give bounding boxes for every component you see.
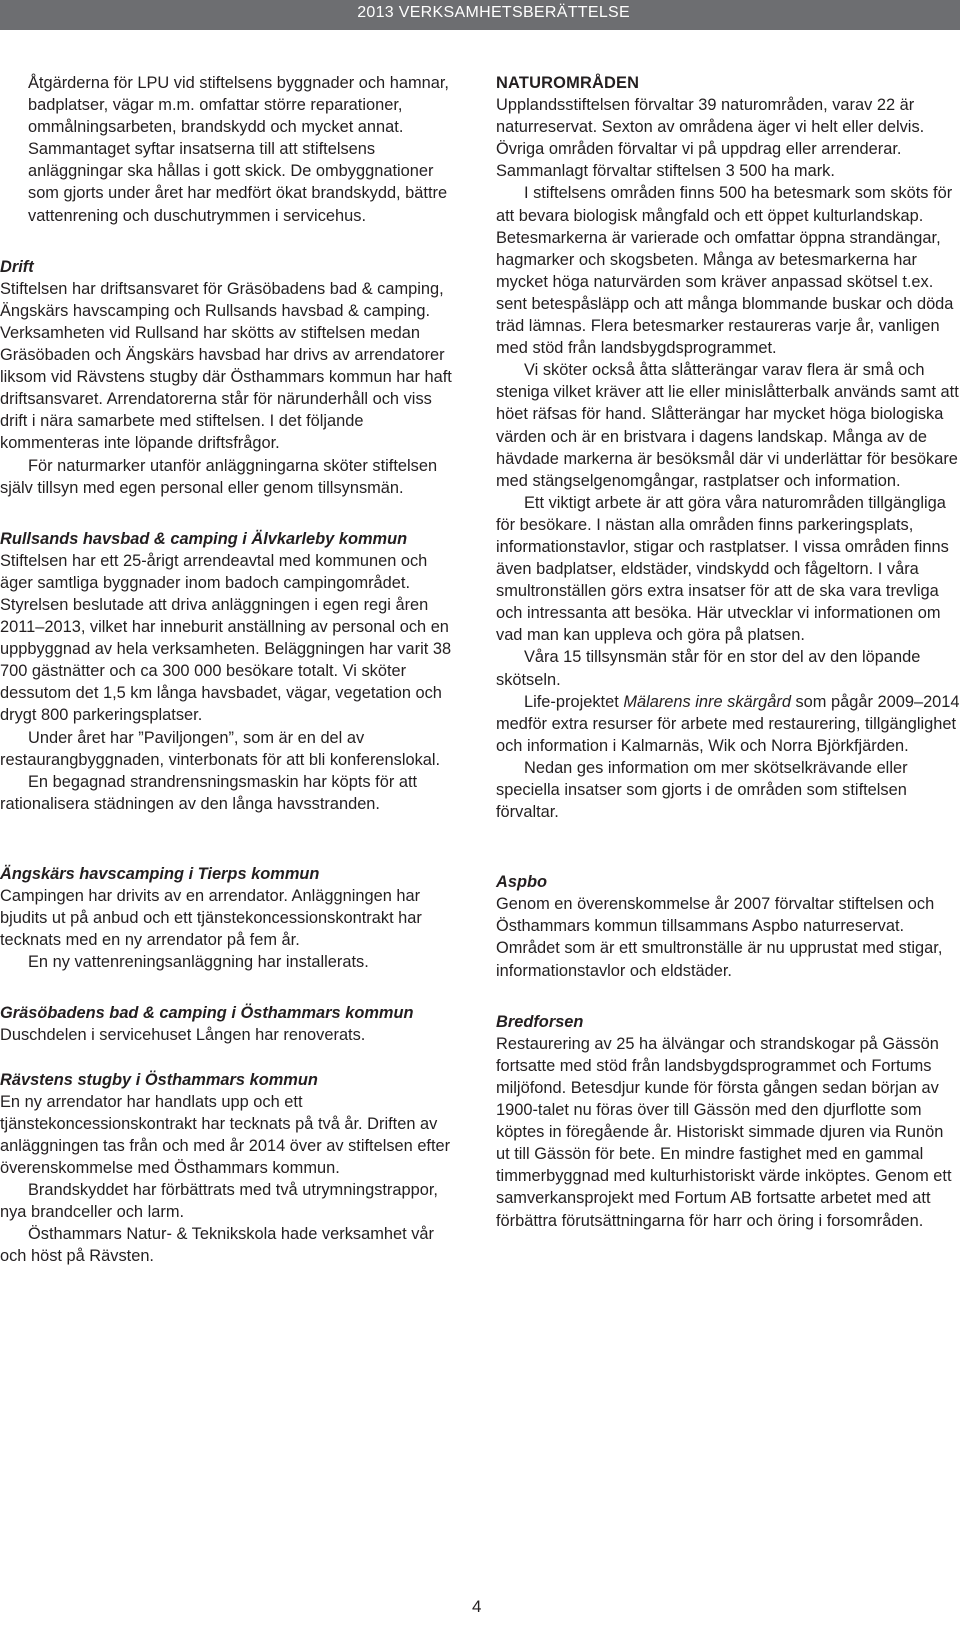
paragraph: En begagnad strandrensningsmaskin har köpts för att rationalisera städningen av den långa havsstranden. — [0, 772, 418, 813]
paragraph: Under året har ”Paviljongen”, som är en del av restaurangbyggnaden, vinterbonats för att bli konferenslokal. — [0, 728, 441, 769]
section-heading: NATUROMRÅDEN — [496, 74, 640, 92]
section-graso — [0, 1002, 462, 1046]
section-angskar — [0, 863, 462, 973]
text-run: som pågår 2009–2014 medför extra resurser för arbete med restaurering, tillgänglighet och information i Kalmarnäs, Wik och Norra Björkfjärden. — [496, 692, 960, 755]
paragraph: I stiftelsens områden finns 500 ha betesmark som sköts för att bevara biologisk mångfald och ett öppet kulturlandskap. Betesmarkerna är varierade och omfattar öppna strandängar, hagmarker och skogsbeten. Många av betesmarkerna har mycket höga naturvärden som kräver anpassad skötsel t.ex. sent betespåsläpp och att många blommande buskar och döda träd lämnas. Flera betesmarker restaureras varje år, vanligen med stöd från landsbygdsprogrammet. — [496, 184, 954, 358]
section-rullsand — [0, 528, 462, 815]
paragraph: Upplandsstiftelsen förvaltar 39 naturområden, varav 22 är naturreservat. Sexton av områdena äger vi helt eller delvis. Övriga områden förvaltar vi på uppdrag eller arrenderar. Sammanlagt förvaltar stiftelsen 3 500 ha mark. — [496, 96, 925, 181]
paragraph: Genom en överenskommelse år 2007 förvaltar stiftelsen och Östhammars kommun tillsammans Aspbo naturreservat. Området som är ett smultronställe är nu upprustat med stigar, informationstavlor och eldstäder. — [496, 895, 943, 980]
project-name: Mälarens inre skärgård — [623, 692, 791, 711]
section-heading: Gräsöbadens bad & camping i Östhammars kommun — [0, 1004, 414, 1023]
section-heading: Drift — [0, 257, 34, 276]
report-title: 2013 VERKSAMHETSBERÄTTELSE — [357, 4, 630, 21]
section-heading: Rävstens stugby i Östhammars kommun — [0, 1070, 318, 1089]
paragraph: Ett viktigt arbete är att göra våra naturområden tillgängliga för besökare. I nästan alla områden finns parkeringsplats, informationstavlor, stigar och rastplatser. I vissa områden finns även badplatser, eldstäder, vindskydd och fågeltorn. I våra smultronställen görs extra insatser för att de ska vara trevliga och intressanta att besöka. Här utvecklar vi informationen om vad man kan uppleva och göra på platsen. — [496, 493, 949, 645]
text-run: Life-projektet — [524, 692, 624, 711]
section-heading: Bredforsen — [496, 1012, 584, 1031]
section-heading: Ängskärs havscamping i Tierps kommun — [0, 864, 320, 883]
section-heading: Aspbo — [496, 873, 547, 892]
section-ravsten — [0, 1069, 462, 1268]
paragraph: Vi sköter också åtta slåtterängar varav flera är små och steniga vilket kräver att lie eller minislåtterbalk används samt att höet räfsas för hand. Slåtterängar har mycket höga biologiska värden och är en bristvara i dagens landskap. Många av de hävdade markerna är besöksmål där vi underlättar för besökare med stängselgenomgångar, rastplatser och information. — [496, 361, 959, 490]
paragraph: Våra 15 tillsynsmän står för en stor del av den löpande skötseln. — [496, 648, 921, 689]
intro-paragraph: Åtgärderna för LPU vid stiftelsens byggnader och hamnar, badplatser, vägar m.m. omfattar större reparationer, ommålningsarbeten, brandskydd och mycket annat. Sammantaget syftar insatserna till att stiftelsens anläggningar ska hållas i gott skick. De ombyggnationer som gjorts under året har medfört ökat brandskydd, bättre vattenrening och duschutrymmen i servicehus. — [28, 74, 449, 225]
paragraph: Stiftelsen har ett 25-årigt arrendeavtal med kommunen och äger samtliga byggnader inom badoch campingområdet. Styrelsen beslutade att driva anläggningen i egen regi åren 2011–2013, vilket har inneburit anställning av personal och en uppbyggnad av hela verksamheten. Beläggningen har varit 38 700 gästnätter och ca 300 000 besökare totalt. Vi sköter dessutom det 1,5 km långa havsbadet, vägar, vegetation och drygt 800 parkeringsplatser. — [0, 551, 452, 725]
paragraph: En ny vattenreningsanläggning har installerats. — [28, 953, 369, 972]
paragraph: För naturmarker utanför anläggningarna sköter stiftelsen själv tillsyn med egen personal eller genom tillsynsmän. — [0, 456, 438, 497]
paragraph — [496, 691, 960, 757]
paragraph: Duschdelen i servicehuset Lången har renoverats. — [0, 1026, 366, 1045]
paragraph: Brandskyddet har förbättrats med två utrymningstrappor, nya brandceller och larm. — [0, 1181, 438, 1222]
section-heading: Rullsands havsbad & camping i Älvkarleby kommun — [0, 529, 408, 548]
left-column — [0, 72, 462, 1267]
right-column — [496, 72, 960, 1232]
paragraph: Campingen har drivits av en arrendator. Anläggningen har bjudits ut på anbud och ett tjänstekoncessionskontrakt har tecknats med en ny arrendator på fem år. — [0, 887, 422, 950]
paragraph: Östhammars Natur- & Teknikskola hade verksamhet vår och höst på Rävsten. — [0, 1225, 434, 1266]
page-number: 4 — [472, 1597, 482, 1616]
paragraph: En ny arrendator har handlats upp och ett tjänstekoncessionskontrakt har tecknats på två år. Driften av anläggningen tas från och med år 2014 över av stiftelsen efter överenskommelse med Östhammars kommun. — [0, 1092, 451, 1177]
section-drift — [0, 256, 462, 499]
section-bredforsen — [496, 1011, 960, 1232]
paragraph: Restaurering av 25 ha älvängar och strandskogar på Gässön fortsatte med stöd från landsbygdsprogrammet och Fortums miljöfond. Betesdjur kunde för första gången sedan början av 1900-talet nu föras över till Gässön med den djurflotte som köptes in föregående år. Historiskt simmade djuren via Runön ut till Gässön för bete. En mindre fastighet med en gammal timmerbyggnad med kulturhistoriskt värde inköptes. Genom ett samverkansprojekt med Fortum AB fortsatte arbetet med att förbättra förutsättningarna för harr och öring i forsområden. — [496, 1034, 952, 1230]
section-aspbo — [496, 871, 960, 981]
page-header-bar — [0, 0, 960, 30]
paragraph: Stiftelsen har driftsansvaret för Gräsöbadens bad & camping, Ängskärs havscamping och Rullsands havsbad & camping. Verksamheten vid Rullsand har skötts av stiftelsen medan Gräsöbaden och Ängskärs havsbad har drivs av arrendatorer liksom vid Rävstens stugby där Östhammars kommun har haft driftsansvaret. Arrendatorerna står för närunderhåll och viss drift i nära samarbete med stiftelsen. I det följande kommenteras inte löpande driftsfrågor. — [0, 279, 452, 453]
section-naturomraden — [496, 72, 960, 823]
paragraph: Nedan ges information om mer skötselkrävande eller speciella insatser som gjorts i de områden som stiftelsen förvaltar. — [496, 758, 908, 822]
